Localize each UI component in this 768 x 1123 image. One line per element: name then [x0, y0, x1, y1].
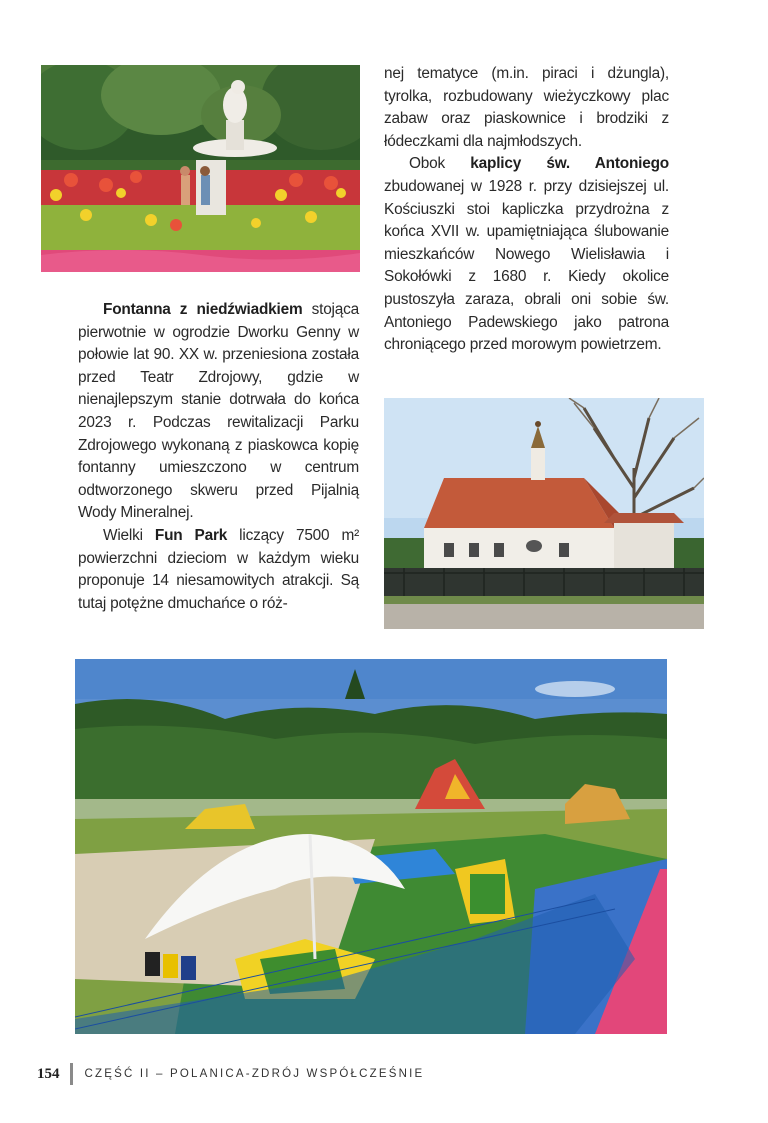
- fun-park-photo: [75, 659, 667, 1034]
- paragraph-continuation: [384, 63, 669, 153]
- section-title: CZĘŚĆ II – POLANICA-ZDRÓJ WSPÓŁCZEŚNIE: [84, 1068, 425, 1080]
- left-text-column: [78, 299, 359, 615]
- footer-divider: [70, 1063, 73, 1085]
- fun-park-lead: Wielki: [103, 526, 155, 544]
- page-number: 154: [37, 1065, 60, 1082]
- fun-park-text: liczący 7500 m² powierzchni dzieciom w każdym wieku proponuje 14 niesamowitych atrakcji. Są tutaj potężne dmuchańce o róż-: [78, 526, 359, 612]
- fountain-heading: Fontanna z niedźwiadkiem: [103, 301, 303, 318]
- chapel-lead: Obok: [409, 155, 471, 173]
- right-text-column: [384, 63, 669, 357]
- continuation-text: nej tematyce (m.in. piraci i dżungla), tyrolka, rozbudowany wieżyczkowy plac zabaw oraz piaskownice i brodziki z łódeczkami dla najmłodszych.: [384, 65, 669, 150]
- page-footer: [37, 1062, 424, 1086]
- fun-park-heading: Fun Park: [154, 526, 228, 544]
- paragraph-chapel: [384, 153, 669, 356]
- paragraph-fun-park: [78, 525, 359, 615]
- paragraph-fountain: [78, 299, 359, 525]
- chapel-heading: kaplicy św. Antoniego: [470, 155, 669, 173]
- fountain-text: stojąca pierwotnie w ogrodzie Dworku Genny w połowie lat 90. XX w. przeniesiona została przed Teatr Zdrojowy, gdzie w nienajlepszym stanie dotrwała do końca 2023 r. Podczas rewitalizacji Parku Zdrojowego wykonaną z piaskowca kopię fontanny umieszczono w centrum odtworzonego skweru przed Pijalnią Wody Mineralnej.: [78, 301, 359, 522]
- fountain-photo: [41, 65, 360, 272]
- chapel-text: zbudowanej w 1928 r. przy dzisiejszej ul. Kościuszki stoi kapliczka przydrożna z końca XVII w. upamiętniająca ślubowanie mieszkańców Nowego Wielisławia i Sokołówki z 1680 r. Kiedy okolice pustoszyła zaraza, obrali oni sobie św. Antoniego Padewskiego jako patrona chroniącego przed morowym powietrzem.: [384, 177, 669, 354]
- chapel-photo: [384, 398, 704, 629]
